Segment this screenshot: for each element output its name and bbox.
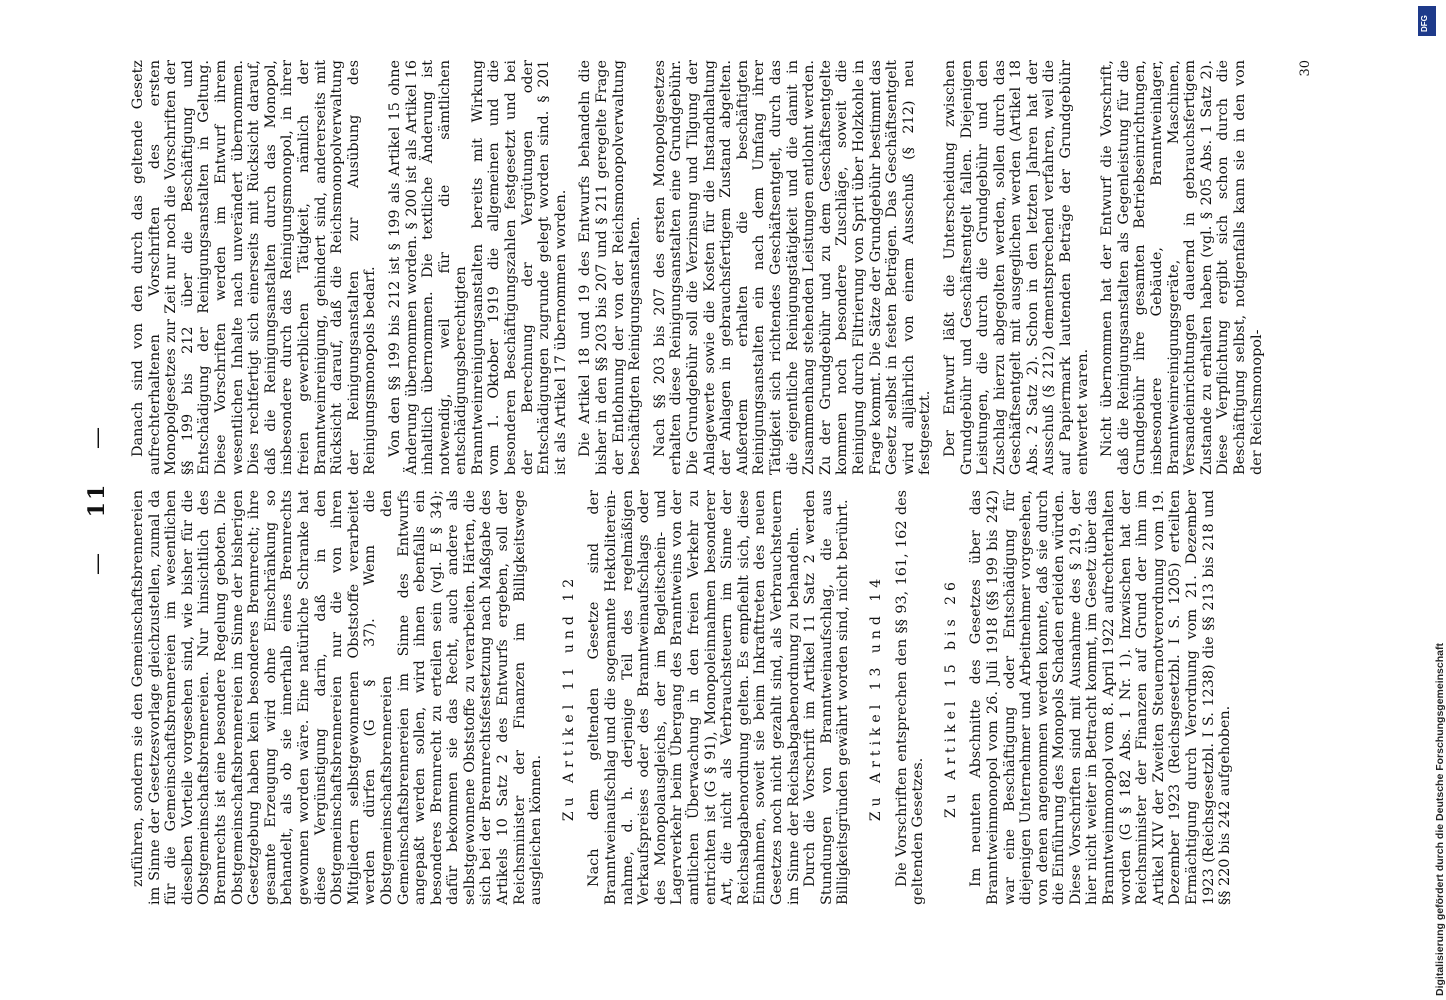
page-header [84,0,124,1000]
left-paragraph: Nach dem geltenden Gesetze sind der Branntweinaufschlag und die sogenannte Hektolitereinnahme, d. h. derjenige Teil des regelmäßigen Verkaufspreises oder des Branntweinaufschlags oder des Monopolausgleichs, der im Begleitschein- und Lagerverkehr beim Übergang des Branntweins von der amtlichen Überwachung in den freien Verkehr zu entrichten ist (G § 91), Monopoleinnahmen besonderer Art, die nicht als Verbrauchsteuern im Sinne der Reichsabgabenordnung gelten. Es empfiehlt sich, diese Einnahmen, soweit sie beim Inkrafttreten des neuen Gesetzes noch nicht gezahlt sind, als Verbrauchsteuern im Sinne der Reichsabgabenordnung zu behandeln. [586,490,802,905]
right-paragraph: Danach sind von den durch das geltende Gesetz aufrechterhaltenen Vorschriften des ersten Monopolgesetzes zur Zeit nur noch die Vorschriften der §§ 199 bis 212 über die Beschäftigung und Entschädigung der Reinigungsanstalten in Geltung. Diese Vorschriften werden im Entwurf ihrem wesentlichen Inhalte nach unverändert übernommen. Dies rechtfertigt sich einerseits mit Rücksicht darauf, daß die Reinigungsanstalten durch das Monopol, insbesondere durch das Reinigungsmonopol, in ihrer freien gewerblichen Tätigkeit, nämlich der Branntweinreinigung, gehindert sind, andererseits mit Rücksicht darauf, daß die Reichsmonopolverwaltung der Reinigungsanstalten zur Ausübung des Reinigungsmonopols bedarf. [130,60,379,475]
right-paragraph: Die Artikel 18 und 19 des Entwurfs behandeln die bisher in den §§ 203 bis 207 und § 211 geregelte Frage der Entlohnung der von der Reichsmonopolverwaltung beschäftigten Reinigungsanstalten. [577,60,644,475]
left-column [130,490,1310,905]
right-paragraph: Von den §§ 199 bis 212 ist § 199 als Artikel 15 ohne Änderung übernommen worden. § 200 ist als Artikel 16 inhaltlich übernommen. Die textliche Änderung ist notwendig, weil für die sämtlichen entschädigungsberechtigten Branntweinreinigungsanstalten bereits mit Wirkung vom 1. Oktober 1919 die allgemeinen und die besonderen Beschäftigungszahlen festgesetzt und bei der Berechnung der Vergütungen oder Entschädigungen zugrunde gelegt worden sind. § 201 ist als Artikel 17 übernommen worden. [386,60,569,475]
dfg-logo [1418,6,1436,36]
section-heading: Zu Artikel 15 bis 26 [942,577,959,818]
header-dash-right: — [85,425,110,450]
header-dash-left: — [85,550,110,575]
right-paragraph: Der Entwurf läßt die Unterscheidung zwischen Grundgebühr und Geschäftsentgelt fallen. Diejenigen Leistungen, die durch die Grundgebühr und den Zuschlag hierzu abgegolten werden, sollen durch das Geschäftsentgelt mit ausgeglichen werden (Artikel 18 Abs. 2 Satz 2). Schon in den letzten Jahren hat der Ausschuß (§ 212) dementsprechend verfahren, weil die auf Papiermark lautenden Beträge der Grundgebühr entwertet waren. [941,60,1091,475]
page-number-bottom: 30 [1298,60,1313,77]
right-column [130,60,1310,475]
page-number-top: 11 [84,482,110,518]
section-heading: Zu Artikel 11 und 12 [560,573,577,822]
left-paragraph: zuführen, sondern sie den Gemeinschaftsbrennereien im Sinne der Gesetzesvorlage gleichzustellen, zumal da für die Gemeinschaftsbrennereien im wesentlichen dieselben Vorteile vorgesehen sind, wie bisher für die Obstgemeinschaftsbrennereien. Nur hinsichtlich des Brennrechts ist eine besondere Regelung geboten. Die Obstgemeinschaftsbrennereien im Sinne der bisherigen Gesetzgebung haben kein besonderes Brennrecht; ihre gesamte Erzeugung wird ohne Einschränkung so behandelt, als ob sie innerhalb eines Brennrechts gewonnen worden wäre. Eine natürliche Schranke hat diese Vergünstigung darin, daß in den Obstgemeinschaftsbrennereien nur die von ihren Mitgliedern selbstgewonnenen Obststoffe verarbeitet werden dürfen (G § 37). Wenn die Obstgemeinschaftsbrennereien den Gemeinschaftsbrennereien im Sinne des Entwurfs angepaßt werden sollen, wird ihnen ebenfalls ein besonderes Brennrecht zu erteilen sein (vgl. E § 34); dafür bekommen sie das Recht, auch andere als selbstgewonnene Obststoffe zu verarbeiten. Härten, die sich bei der Brennrechtsfestsetzung nach Maßgabe des Artikels 10 Satz 2 des Entwurfs ergeben, soll der Reichsminister der Finanzen im Billigkeitswege ausgleichen können. [130,490,545,905]
right-paragraph: Nicht übernommen hat der Entwurf die Vorschrift, daß die Reinigungsanstalten als Gegenleistung für die Grundgebühr ihre gesamten Betriebseinrichtungen, insbesondere Gebäude, Branntweinlager, Branntweinreinigungsgeräte, Maschinen, Versandeinrichtungen dauernd in gebrauchsfertigem Zustande zu erhalten haben (vgl. § 205 Abs. 1 Satz 2). Diese Verpflichtung ergibt sich schon durch die Beschäftigung selbst, notigenfalls kann sie in den von der Reichsmonopol- [1099,60,1265,475]
digitization-note: Digitalisierung gefördert durch die Deutsche Forschungsgemeinschaft [1434,643,1446,996]
left-paragraph: Durch die Vorschrift im Artikel 11 Satz 2 werden Stundungen von Branntweinaufschlag, die aus Billigkeitsgründen gewährt worden sind, nicht berührt. [802,490,852,905]
right-paragraph: Nach §§ 203 bis 207 des ersten Monopolgesetzes erhalten diese Reinigungsanstalten eine Grundgebühr. Die Grundgebühr soll die Verzinsung und Tilgung der Anlagewerte sowie die Kosten für die Instandhaltung der Anlagen in gebrauchsfertigem Zustand abgelten. Außerdem erhalten die beschäftigten Reinigungsanstalten ein nach dem Umfang ihrer Tätigkeit sich richtendes Geschäftsentgelt, durch das die eigentliche Reinigungstätigkeit und die damit in Zusammenhang stehenden Leistungen entlohnt werden. Zu der Grundgebühr und zu dem Geschäftsentgelte kommen noch besondere Zuschläge, soweit die Reinigung durch Filtrierung von Sprit über Holzkohle in Frage kommt. Die Sätze der Grundgebühr bestimmt das Gesetz selbst in festen Beträgen. Das Geschäftsentgelt wird alljährlich von einem Ausschuß (§ 212) neu festgesetzt. [651,60,934,475]
section-heading: Zu Artikel 13 und 14 [867,573,884,822]
dfg-logo-text: DFG [1420,15,1429,32]
left-paragraph: Im neunten Abschnitte des Gesetzes über das Branntweinmonopol vom 26. Juli 1918 (§§ 199 bis 242) war eine Beschäftigung oder Entschädigung für diejenigen Unternehmer und Arbeitnehmer vorgesehen, von denen angenommen werden konnte, daß sie durch die Einführung des Monopols Schaden erleiden würden. Diese Vorschriften sind mit Ausnahme des § 219, der hier nicht weiter in Betracht kommt, im Gesetz über das Branntweinmonopol vom 8. April 1922 aufrechterhalten worden (G § 182 Abs. 1 Nr. 1). Inzwischen hat der Reichsminister der Finanzen auf Grund der ihm im Artikel XIV der Zweiten Steuernotverordnung vom 19. Dezember 1923 (Reichsgesetzbl. I S. 1205) erteilten Ermächtigung durch Verordnung vom 21. Dezember 1923 (Reichsgesetzbl. I S. 1238) die §§ 213 bis 218 und §§ 220 bis 242 aufgehoben. [968,490,1234,905]
left-paragraph: Die Vorschriften entsprechen den §§ 93, 161, 162 des geltenden Gesetzes. [893,490,927,905]
